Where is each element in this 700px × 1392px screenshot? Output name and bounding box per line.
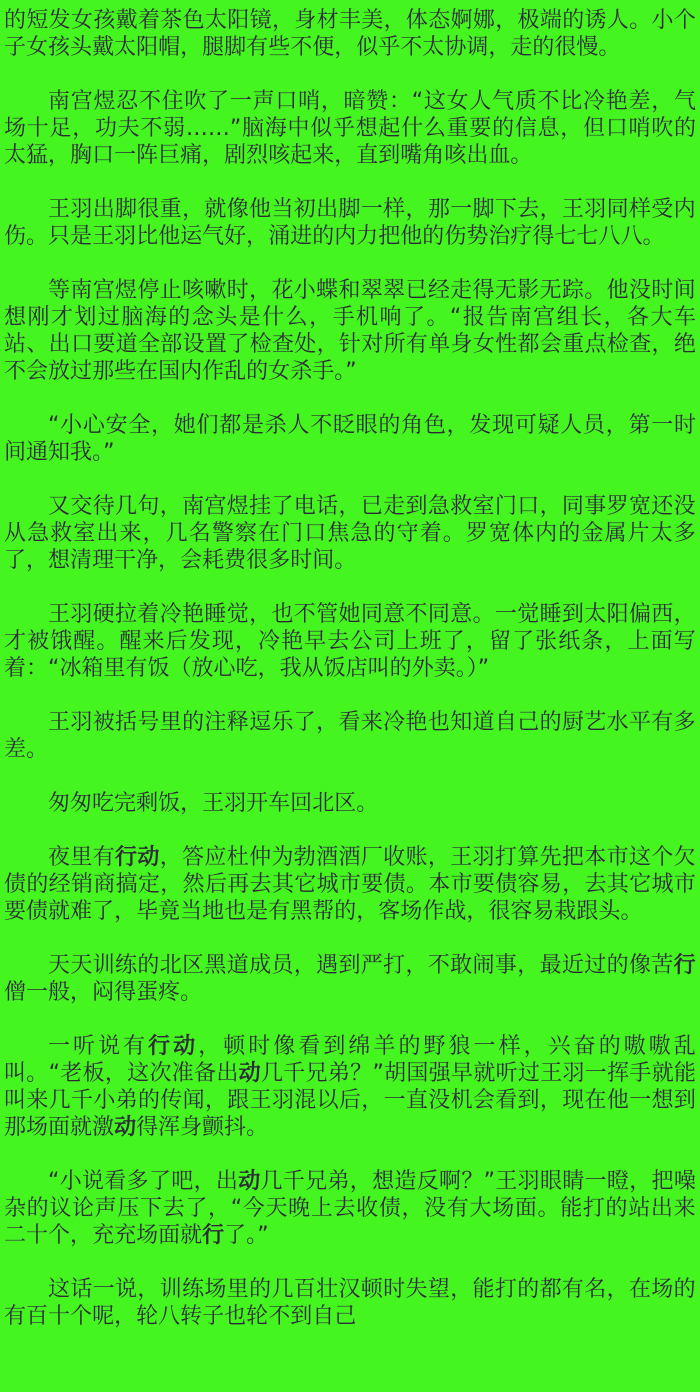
paragraph: 南宫煜忍不住吹了一声口哨，暗赞：“这女人气质不比冷艳差，气场十足，功夫不弱……”脑海中似乎想起什么重要的信息，但口哨吹的太猛，胸口一阵巨痛，剧烈咳起来，直到嘴角咳出血。 [4, 89, 696, 168]
paragraph: 这话一说，训练场里的几百壮汉顿时失望，能打的都有名，在场的有百十个呢，轮八转子也轮不到自己 [4, 1277, 696, 1329]
paragraph: 王羽被括号里的注释逗乐了，看来冷艳也知道自己的厨艺水平有多差。 [4, 710, 696, 762]
paragraph: 等南宫煜停止咳嗽时，花小蝶和翠翠已经走得无影无踪。他没时间想刚才划过脑海的念头是什么，手机响了。“报告南宫组长，各大车站、出口要道全部设置了检查处，针对所有单身女性都会重点检查，绝不会放过那些在国内作乱的女杀手。” [4, 278, 696, 384]
reader-content [4, 7, 696, 1330]
paragraph: “小心安全，她们都是杀人不眨眼的角色，发现可疑人员，第一时间通知我。” [4, 413, 696, 465]
paragraph: 夜里有行动，答应杜仲为勃酒酒厂收账，王羽打算先把本市这个欠债的经销商搞定，然后再去其它城市要债。本市要债容易，去其它城市要债就难了，毕竟当地也是有黑帮的，客场作战，很容易栽跟头。 [4, 845, 696, 924]
paragraph: 王羽出脚很重，就像他当初出脚一样，那一脚下去，王羽同样受内伤。只是王羽比他运气好，涌进的内力把他的伤势治疗得七七八八。 [4, 197, 696, 249]
paragraph: 王羽硬拉着冷艳睡觉，也不管她同意不同意。一觉睡到太阳偏西，才被饿醒。醒来后发现，冷艳早去公司上班了，留了张纸条，上面写着：“冰箱里有饭（放心吃，我从饭店叫的外卖。）” [4, 602, 696, 681]
paragraph: “小说看多了吧，出动几千兄弟，想造反啊？”王羽眼睛一瞪，把噪杂的议论声压下去了，“今天晚上去收债，没有大场面。能打的站出来二十个，充充场面就行了。” [4, 1169, 696, 1248]
paragraph: 匆匆吃完剩饭，王羽开车回北区。 [48, 791, 379, 816]
paragraph: 天天训练的北区黑道成员，遇到严打，不敢闹事，最近过的像苦行僧一般，闷得蛋疼。 [4, 953, 696, 1005]
paragraph: 一听说有行动，顿时像看到绵羊的野狼一样，兴奋的嗷嗷乱叫。“老板，这次准备出动几千兄弟？”胡国强早就听过王羽一挥手就能叫来几千小弟的传闻，跟王羽混以后，一直没机会看到，现在他一想到那场面就激动得浑身颤抖。 [4, 1034, 696, 1140]
paragraph: 又交待几句，南宫煜挂了电话，已走到急救室门口，同事罗宽还没从急救室出来，几名警察在门口焦急的守着。罗宽体内的金属片太多了，想清理干净，会耗费很多时间。 [4, 494, 696, 573]
paragraph: 的短发女孩戴着茶色太阳镜，身材丰美，体态婀娜，极端的诱人。小个子女孩头戴太阳帽，腿脚有些不便，似乎不太协调，走的很慢。 [4, 8, 696, 60]
